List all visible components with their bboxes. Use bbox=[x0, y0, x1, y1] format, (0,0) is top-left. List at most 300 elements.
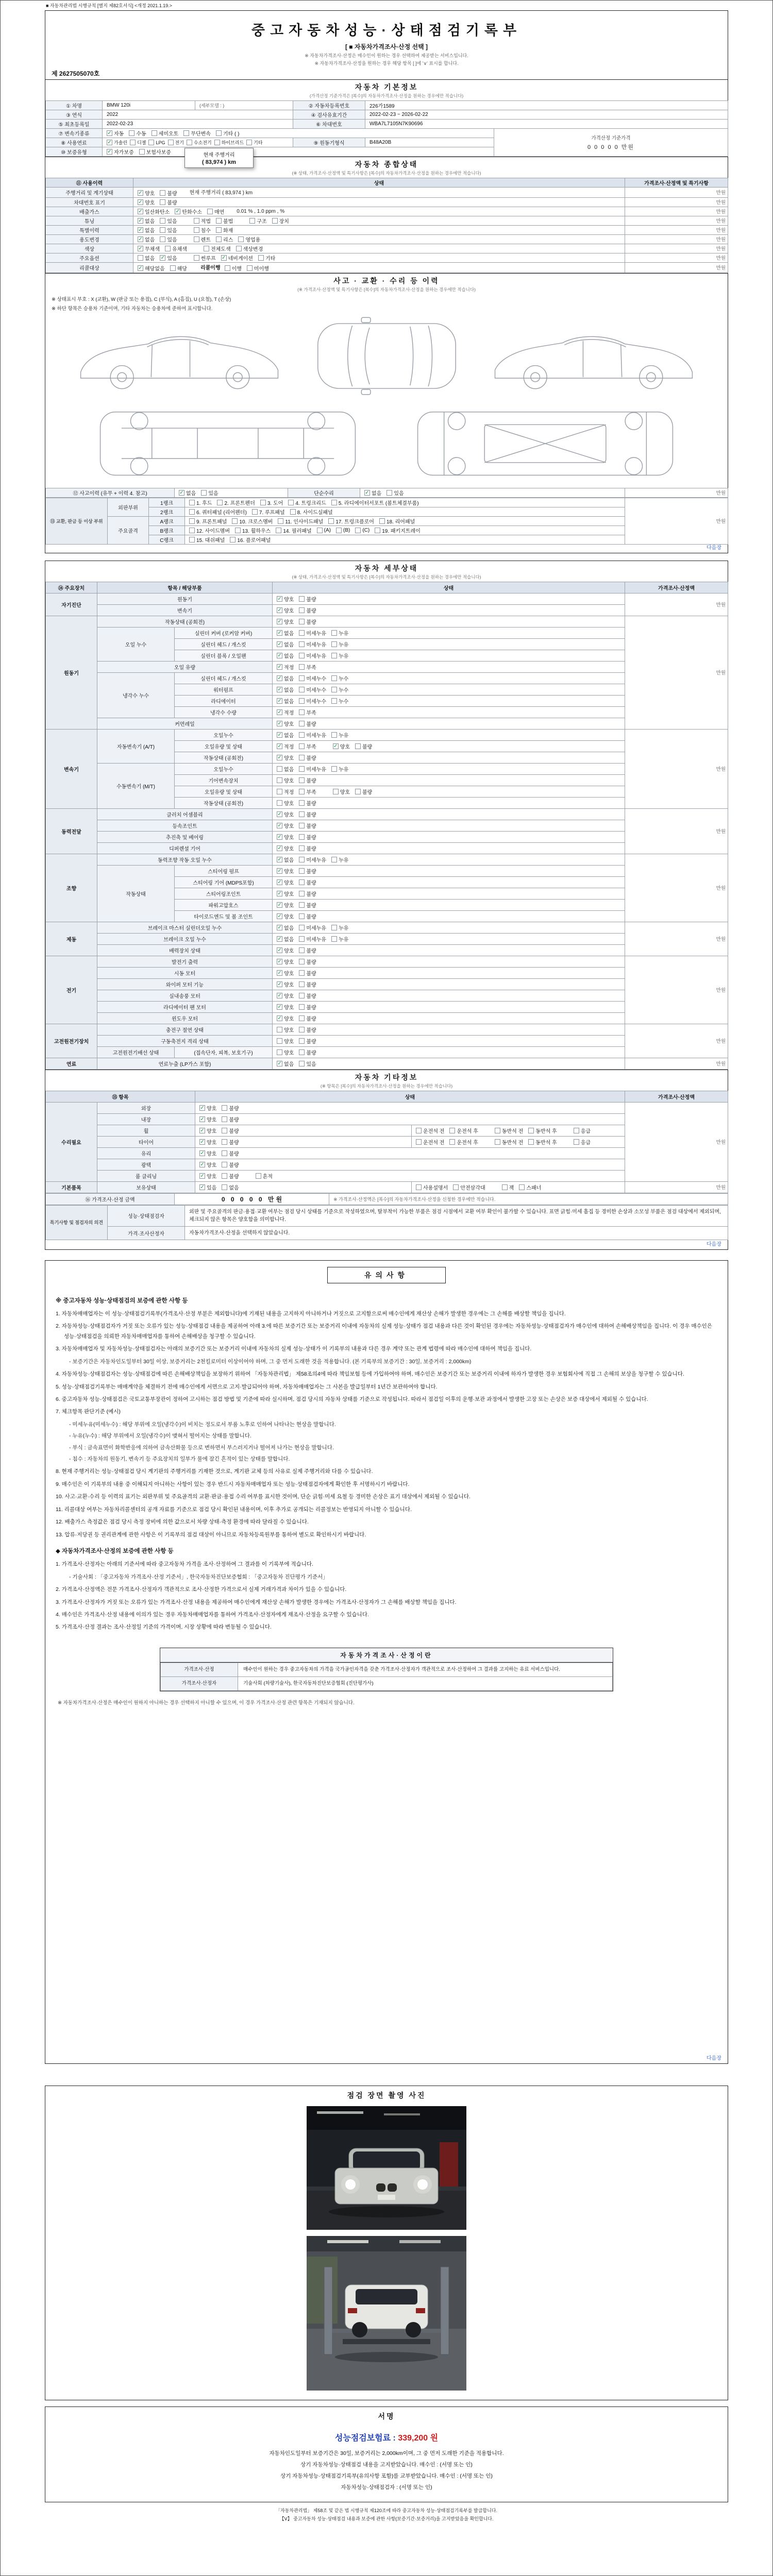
checkbox-option[interactable] bbox=[299, 1014, 316, 1022]
checkbox-option[interactable] bbox=[299, 878, 316, 886]
checkbox-option[interactable] bbox=[277, 924, 294, 931]
checkbox-option[interactable] bbox=[246, 139, 262, 146]
price-repair: 만원 bbox=[625, 1102, 728, 1181]
section-basic-title: 자동차 기본정보 bbox=[355, 83, 418, 91]
checkbox-option[interactable] bbox=[331, 731, 348, 739]
checkbox-option[interactable] bbox=[416, 1138, 444, 1146]
checkbox-label: 불량 bbox=[306, 812, 316, 818]
checkbox-option[interactable] bbox=[299, 618, 316, 625]
checkbox-option[interactable] bbox=[299, 912, 316, 920]
text-line: ※ 중고자동차 성능·상태점검의 보증에 관한 사항 등 bbox=[56, 1297, 188, 1304]
next-page-link[interactable]: 다음장 bbox=[707, 2055, 721, 2061]
empty-box-icon bbox=[299, 653, 305, 658]
checkbox-option[interactable] bbox=[355, 528, 369, 533]
checkbox-option[interactable] bbox=[299, 629, 326, 637]
checkbox-option[interactable] bbox=[160, 189, 177, 197]
checkbox-option[interactable] bbox=[299, 901, 316, 909]
checkbox-option[interactable] bbox=[199, 1127, 216, 1134]
checkbox-option[interactable] bbox=[299, 856, 326, 863]
checkbox-option[interactable] bbox=[277, 640, 294, 648]
checkbox-option[interactable] bbox=[222, 1127, 239, 1134]
checkbox-option[interactable] bbox=[277, 912, 294, 920]
checkbox-option[interactable] bbox=[277, 980, 294, 988]
checkbox-option[interactable] bbox=[299, 992, 316, 999]
empty-box-icon bbox=[299, 1038, 305, 1044]
col-detail-price: 가격조사·산정액 bbox=[625, 582, 728, 593]
checkbox-label: 미세누유 bbox=[306, 767, 326, 773]
checkbox-option[interactable] bbox=[221, 254, 253, 262]
checkbox-option[interactable] bbox=[299, 799, 316, 807]
empty-box-icon bbox=[189, 500, 195, 505]
checkbox-option[interactable] bbox=[331, 856, 348, 863]
checkbox-option[interactable] bbox=[277, 765, 294, 773]
next-page-link[interactable]: 다음장 bbox=[707, 1241, 721, 1247]
checkbox-option[interactable] bbox=[277, 663, 294, 671]
checkbox-label: 누유 bbox=[338, 925, 349, 931]
checkbox-label: 미세누유 bbox=[306, 925, 326, 931]
checkbox-option[interactable] bbox=[277, 890, 294, 897]
checkbox-option[interactable] bbox=[288, 499, 326, 506]
checkbox-option[interactable] bbox=[236, 245, 263, 252]
checkbox-option[interactable] bbox=[331, 697, 348, 705]
checkbox-option[interactable] bbox=[299, 652, 326, 659]
checkbox-option[interactable] bbox=[194, 226, 211, 234]
checkbox-option[interactable] bbox=[222, 1183, 239, 1191]
checkbox-option[interactable] bbox=[199, 1172, 216, 1180]
checkbox-option[interactable] bbox=[199, 1138, 216, 1146]
checkbox-option[interactable] bbox=[331, 924, 348, 931]
checkbox-option[interactable] bbox=[199, 1149, 216, 1157]
checkbox-option[interactable] bbox=[138, 198, 155, 206]
checkbox-label: 불량 bbox=[229, 1151, 239, 1157]
checkbox-option[interactable] bbox=[277, 652, 294, 659]
checkbox-option[interactable] bbox=[331, 765, 348, 773]
checkbox-option[interactable] bbox=[183, 129, 211, 137]
checkbox-option[interactable] bbox=[331, 640, 348, 648]
checkbox-option[interactable] bbox=[277, 1014, 294, 1022]
section-accident-note: (※ 가격조사·산정액 및 특기사항은 [복수]의 자동차가격조사·산정을 원하는 경우에만 적습니다) bbox=[297, 286, 476, 292]
checkbox-option[interactable] bbox=[299, 595, 316, 603]
checkbox-option[interactable] bbox=[138, 217, 155, 225]
checkbox-option[interactable] bbox=[277, 946, 294, 954]
checkbox-option[interactable] bbox=[232, 517, 273, 525]
checkbox-option[interactable] bbox=[574, 1138, 591, 1146]
checkbox-option[interactable] bbox=[331, 499, 419, 506]
checkbox-label: 구조 bbox=[257, 218, 267, 225]
text-line: - 미세누유(미세누수) : 해당 부위에 오일(냉각수)이 비치는 정도로서 부품 노후로 인하여 나타나는 현상을 말합니다. bbox=[69, 1421, 336, 1428]
checkbox-option[interactable] bbox=[222, 1104, 239, 1112]
checkbox-option[interactable] bbox=[138, 189, 155, 197]
checkbox-option[interactable] bbox=[277, 629, 294, 637]
checkbox-option[interactable] bbox=[238, 235, 260, 243]
checkbox-option[interactable] bbox=[235, 527, 271, 534]
checkbox-option[interactable] bbox=[179, 489, 196, 497]
checkbox-option[interactable] bbox=[160, 254, 177, 262]
checkbox-option[interactable] bbox=[277, 720, 294, 727]
checkbox-option[interactable] bbox=[277, 1003, 294, 1011]
checkbox-option[interactable] bbox=[528, 1138, 557, 1146]
status-steering-pump bbox=[273, 865, 625, 876]
checkbox-option[interactable] bbox=[277, 788, 294, 795]
checkbox-option[interactable] bbox=[277, 844, 294, 852]
checkbox-option[interactable] bbox=[189, 517, 227, 525]
empty-box-icon bbox=[375, 528, 380, 533]
checkbox-label: 양호 bbox=[207, 1174, 217, 1180]
status-ps-oil-leak bbox=[273, 854, 625, 865]
checkbox-option[interactable] bbox=[519, 1183, 541, 1191]
empty-box-icon bbox=[299, 641, 305, 647]
checkbox-option[interactable] bbox=[416, 1183, 448, 1191]
checkbox-label: 불량 bbox=[306, 801, 316, 807]
checkbox-option[interactable] bbox=[277, 958, 294, 965]
checked-box-icon: ✓ bbox=[138, 190, 143, 196]
label-appraisal-amount: ⑯ 가격조사·산정 금액 bbox=[46, 1193, 175, 1205]
checkbox-option[interactable] bbox=[129, 129, 146, 137]
status-tire bbox=[195, 1136, 412, 1147]
part-coolant-head: 실린더 헤드 / 개스킷 bbox=[175, 672, 273, 684]
checkbox-option[interactable] bbox=[495, 1127, 523, 1134]
checkbox-option[interactable] bbox=[379, 517, 415, 525]
checkbox-label: 양호 bbox=[284, 971, 294, 977]
checkbox-option[interactable] bbox=[574, 1127, 591, 1134]
checkbox-option[interactable] bbox=[277, 606, 294, 614]
checkbox-option[interactable] bbox=[207, 208, 224, 215]
empty-box-icon bbox=[194, 255, 199, 261]
checkbox-option[interactable] bbox=[138, 264, 165, 272]
checkbox-option[interactable] bbox=[199, 1115, 216, 1123]
checkbox-option[interactable] bbox=[299, 663, 316, 671]
checkbox-option[interactable] bbox=[277, 810, 294, 818]
checkbox-option[interactable] bbox=[299, 810, 316, 818]
checkbox-option[interactable] bbox=[299, 765, 326, 773]
checkbox-option[interactable] bbox=[449, 1127, 478, 1134]
checkbox-option[interactable] bbox=[260, 499, 283, 506]
checkbox-option[interactable] bbox=[299, 867, 316, 875]
checkbox-option[interactable] bbox=[170, 264, 187, 272]
checkbox-option[interactable] bbox=[214, 139, 244, 146]
checkbox-label: 수동 bbox=[136, 131, 146, 137]
checkbox-option[interactable] bbox=[277, 618, 294, 625]
checkbox-label: 없음 bbox=[284, 653, 294, 659]
checkbox-option[interactable] bbox=[277, 901, 294, 909]
checkbox-option[interactable] bbox=[222, 1115, 239, 1123]
checkbox-option[interactable] bbox=[299, 969, 316, 977]
checkbox-option[interactable] bbox=[216, 226, 233, 234]
checkbox-option[interactable] bbox=[299, 754, 316, 761]
checkbox-label: 불량 bbox=[306, 1016, 316, 1022]
checkbox-option[interactable] bbox=[165, 245, 187, 252]
checkbox-option[interactable] bbox=[299, 822, 316, 829]
checkbox-option[interactable] bbox=[276, 527, 311, 534]
checkbox-label: 있음 bbox=[167, 237, 177, 243]
checkbox-option[interactable] bbox=[249, 217, 266, 225]
checkbox-option[interactable] bbox=[277, 776, 294, 784]
checkbox-option[interactable] bbox=[277, 1026, 294, 1033]
checked-box-icon: ✓ bbox=[277, 936, 282, 942]
checkbox-option[interactable] bbox=[277, 595, 294, 603]
checkbox-option[interactable] bbox=[416, 1127, 444, 1134]
checkbox-label: 양호 bbox=[284, 993, 294, 999]
checkbox-option[interactable] bbox=[138, 208, 170, 215]
empty-box-icon bbox=[299, 970, 305, 976]
checkbox-option[interactable] bbox=[299, 946, 316, 954]
checkbox-option[interactable] bbox=[299, 640, 326, 648]
checkbox-option[interactable] bbox=[277, 856, 294, 863]
checkbox-option[interactable] bbox=[278, 517, 323, 525]
empty-box-icon bbox=[194, 218, 199, 224]
status-blower bbox=[273, 990, 625, 1001]
checkbox-option[interactable] bbox=[201, 489, 218, 497]
checkbox-option[interactable] bbox=[495, 1138, 523, 1146]
checkbox-option[interactable] bbox=[138, 254, 155, 262]
status-glass bbox=[195, 1147, 625, 1159]
checkbox-option[interactable] bbox=[299, 686, 326, 693]
checkbox-label: 4. 트렁크리드 bbox=[295, 500, 326, 506]
checkbox-option[interactable] bbox=[299, 720, 316, 727]
checkbox-option[interactable] bbox=[299, 980, 316, 988]
checkbox-option[interactable] bbox=[138, 235, 155, 243]
checkbox-option[interactable] bbox=[160, 226, 177, 234]
checkbox-option[interactable] bbox=[277, 731, 294, 739]
checkbox-option[interactable] bbox=[222, 1149, 239, 1157]
checkbox-option[interactable] bbox=[160, 198, 177, 206]
checkbox-option[interactable] bbox=[160, 217, 177, 225]
checkbox-option[interactable] bbox=[331, 686, 348, 693]
checkbox-option[interactable] bbox=[299, 788, 316, 795]
checkbox-option[interactable] bbox=[130, 139, 146, 146]
checkbox-option[interactable] bbox=[187, 139, 212, 146]
row-main-options: 주요옵션 bbox=[46, 253, 133, 262]
checkbox-option[interactable] bbox=[299, 606, 316, 614]
checkbox-option[interactable] bbox=[277, 799, 294, 807]
checkbox-option[interactable] bbox=[331, 935, 348, 943]
checkbox-option[interactable] bbox=[148, 140, 165, 145]
checkbox-option[interactable] bbox=[222, 1161, 239, 1168]
status-steering-joint bbox=[273, 888, 625, 899]
checkbox-label: 불량 bbox=[167, 191, 177, 197]
col-etc-status: 상태 bbox=[195, 1091, 625, 1102]
checkbox-option[interactable] bbox=[299, 890, 316, 897]
checkbox-label: 영업용 bbox=[245, 237, 261, 243]
checkbox-option[interactable] bbox=[204, 245, 231, 252]
checkbox-option[interactable] bbox=[152, 129, 179, 137]
checkbox-label: 양호 bbox=[284, 835, 294, 841]
checkbox-option[interactable] bbox=[336, 528, 350, 533]
checked-box-icon: ✓ bbox=[277, 902, 282, 908]
checkbox-option[interactable] bbox=[230, 536, 271, 544]
checkbox-label: 양호 bbox=[284, 778, 294, 784]
checkbox-option[interactable] bbox=[107, 129, 124, 137]
checkbox-option[interactable] bbox=[355, 788, 372, 795]
checkbox-option[interactable] bbox=[168, 139, 184, 146]
checkbox-option[interactable] bbox=[299, 708, 316, 716]
checkbox-option[interactable] bbox=[317, 528, 331, 533]
checked-box-icon: ✓ bbox=[175, 208, 180, 214]
checkbox-option[interactable] bbox=[277, 686, 294, 693]
checkbox-option[interactable] bbox=[299, 674, 326, 682]
checkbox-option[interactable] bbox=[331, 652, 348, 659]
empty-box-icon bbox=[331, 766, 337, 772]
checkbox-label: 불량 bbox=[229, 1174, 239, 1180]
checkbox-option[interactable] bbox=[189, 527, 230, 534]
checkbox-option[interactable] bbox=[247, 264, 269, 272]
inspection-photo-lift bbox=[307, 2236, 466, 2391]
checkbox-option[interactable] bbox=[328, 517, 374, 525]
checkbox-option[interactable] bbox=[222, 1172, 239, 1180]
etc-info-table bbox=[45, 1091, 728, 1193]
checkbox-option[interactable] bbox=[160, 235, 177, 243]
checkbox-option[interactable] bbox=[355, 742, 372, 750]
item-differential: 디퍼렌셜 기어 bbox=[97, 842, 273, 854]
checkbox-option[interactable] bbox=[277, 1048, 294, 1056]
checkbox-option[interactable] bbox=[277, 708, 294, 716]
checkbox-label: 적정 bbox=[284, 665, 294, 671]
section-overall-condition bbox=[45, 157, 728, 273]
group-brake: 제동 bbox=[46, 922, 97, 956]
status-mt-oil-level bbox=[273, 786, 625, 797]
checkbox-option[interactable] bbox=[225, 264, 242, 272]
checkbox-option[interactable] bbox=[194, 235, 211, 243]
checkbox-label: 잭 bbox=[509, 1185, 514, 1191]
checkbox-option[interactable] bbox=[502, 1183, 514, 1191]
checkbox-option[interactable] bbox=[277, 1060, 294, 1067]
checkbox-option[interactable] bbox=[449, 1138, 478, 1146]
checkbox-option[interactable] bbox=[277, 992, 294, 999]
checkbox-option[interactable] bbox=[189, 508, 247, 516]
checkbox-option[interactable] bbox=[386, 489, 404, 497]
price-base-box: 가격산정 기준가격 0 0 0 0 0 만원 bbox=[494, 129, 728, 157]
checkbox-label: 적정 bbox=[284, 710, 294, 716]
checkbox-option[interactable] bbox=[331, 674, 348, 682]
group-fuel: 연료 bbox=[46, 1058, 97, 1069]
checkbox-option[interactable] bbox=[222, 1138, 239, 1146]
checkbox-option[interactable] bbox=[299, 1037, 316, 1045]
checkbox-option[interactable] bbox=[375, 527, 421, 534]
checkbox-option[interactable] bbox=[138, 245, 160, 252]
checkbox-option[interactable] bbox=[199, 1183, 216, 1191]
item-room-cleaning: 룸 클리닝 bbox=[97, 1170, 195, 1181]
empty-box-icon bbox=[207, 209, 213, 214]
checkbox-option[interactable] bbox=[272, 217, 289, 225]
checkbox-option[interactable] bbox=[331, 629, 348, 637]
checkbox-label: 양호 bbox=[284, 619, 294, 625]
checkbox-option[interactable] bbox=[299, 697, 326, 705]
checkbox-label: 불량 bbox=[362, 789, 373, 795]
checkbox-option[interactable] bbox=[277, 867, 294, 875]
text-line: 5. 가격조사·산정 결과는 조사·산정일 기준의 가격이며, 시장 상황에 따라 변동될 수 있습니다. bbox=[56, 1624, 272, 1631]
checkbox-option[interactable] bbox=[175, 208, 202, 215]
checkbox-option[interactable] bbox=[299, 844, 316, 852]
checkbox-option[interactable] bbox=[299, 833, 316, 841]
checkbox-option[interactable] bbox=[189, 536, 225, 544]
checkbox-option[interactable] bbox=[277, 822, 294, 829]
checkbox-option[interactable] bbox=[299, 731, 326, 739]
document-subtitle: [ ■ 자동차가격조사·산정 선택 ] bbox=[345, 43, 428, 50]
checkbox-option[interactable] bbox=[189, 499, 212, 506]
text-line: 【Ⅴ】 중고자동차 성능·상태점검 내용과 보증에 관한 사항(보증기간·보증거리)을 고지받았음을 확인합니다. bbox=[279, 2516, 494, 2521]
checkbox-option[interactable] bbox=[216, 129, 240, 137]
value-appraisal-amount: 0 0 0 0 0 만원 bbox=[175, 1193, 329, 1205]
checkbox-label: 스패너 bbox=[526, 1185, 542, 1191]
overall-condition-table bbox=[45, 178, 728, 273]
checkbox-label: 불량 bbox=[306, 755, 316, 761]
checkbox-option[interactable] bbox=[277, 969, 294, 977]
checkbox-option[interactable] bbox=[528, 1127, 557, 1134]
checkbox-option[interactable] bbox=[290, 508, 333, 516]
checkbox-option[interactable] bbox=[277, 878, 294, 886]
checkbox-option[interactable] bbox=[107, 139, 127, 146]
status-alternator bbox=[273, 956, 625, 967]
next-page-link[interactable]: 다음장 bbox=[707, 545, 721, 551]
checkbox-label: 불량 bbox=[306, 993, 316, 999]
checkbox-option[interactable] bbox=[277, 833, 294, 841]
checkbox-option[interactable] bbox=[299, 1026, 316, 1033]
checkbox-label: 누유 bbox=[338, 767, 349, 773]
row-color: 색상 bbox=[46, 244, 133, 253]
checkbox-option[interactable] bbox=[256, 1172, 273, 1180]
checkbox-option[interactable] bbox=[277, 697, 294, 705]
item-brake-oil: 브레이크 오일 누수 bbox=[97, 933, 273, 944]
checkbox-option[interactable] bbox=[216, 235, 233, 243]
checkbox-option[interactable] bbox=[139, 148, 171, 156]
checkbox-option[interactable] bbox=[277, 1037, 294, 1045]
status-emission: ✓ 일산화탄소 ✓ 탄화수소 매연 0.01 % , 1.0 ppm , % bbox=[133, 207, 625, 216]
text-line: 상기 자동차성능·상태점검 내용을 고지받았습니다. 매수인 : (서명 또는 인) bbox=[300, 2461, 473, 2468]
checkbox-option[interactable] bbox=[277, 742, 294, 750]
checkbox-option[interactable] bbox=[107, 148, 134, 156]
checkbox-option[interactable] bbox=[333, 742, 350, 750]
empty-box-icon bbox=[168, 140, 174, 145]
checkbox-option[interactable] bbox=[299, 776, 316, 784]
checkbox-option[interactable] bbox=[299, 958, 316, 965]
checkbox-option[interactable] bbox=[299, 742, 316, 750]
empty-box-icon bbox=[189, 518, 195, 524]
checkbox-option[interactable] bbox=[194, 217, 211, 225]
checked-box-icon: ✓ bbox=[277, 924, 282, 930]
value-first-registration: 2022-02-23 bbox=[103, 120, 293, 129]
checkbox-option[interactable] bbox=[277, 674, 294, 682]
empty-box-icon bbox=[299, 868, 305, 874]
checked-box-icon: ✓ bbox=[365, 489, 369, 496]
checkbox-option[interactable] bbox=[299, 935, 326, 943]
checkbox-option[interactable] bbox=[277, 935, 294, 943]
checkbox-option[interactable] bbox=[252, 508, 285, 516]
checkbox-option[interactable] bbox=[277, 754, 294, 761]
checkbox-label: 적정 bbox=[284, 789, 294, 795]
checkbox-option[interactable] bbox=[364, 489, 381, 497]
checked-box-icon: ✓ bbox=[138, 208, 143, 214]
checkbox-option[interactable] bbox=[299, 1060, 316, 1067]
checkbox-option[interactable] bbox=[216, 217, 233, 225]
checkbox-option[interactable] bbox=[217, 499, 255, 506]
checkbox-option[interactable] bbox=[258, 254, 275, 262]
checkbox-option[interactable] bbox=[299, 924, 326, 931]
checkbox-option[interactable] bbox=[299, 1003, 316, 1011]
checkbox-option[interactable] bbox=[453, 1183, 485, 1191]
text-line: 「자동차관리법」 제58조 및 같은 법 시행규칙 제120조에 따라 중고자동차 성능·상태점검기록부를 발급합니다. bbox=[276, 2507, 497, 2513]
checkbox-option[interactable] bbox=[194, 254, 216, 262]
checkbox-label: 17. 트렁크플로어 bbox=[335, 519, 374, 525]
checkbox-option[interactable] bbox=[333, 788, 350, 795]
rankC-parts bbox=[185, 535, 625, 544]
empty-box-icon bbox=[299, 800, 305, 806]
checkbox-option[interactable] bbox=[299, 1048, 316, 1056]
checkbox-option[interactable] bbox=[199, 1104, 216, 1112]
checkbox-label: 불량 bbox=[306, 971, 316, 977]
checkbox-option[interactable] bbox=[199, 1161, 216, 1168]
checkbox-option[interactable] bbox=[138, 226, 155, 234]
item-oil-leak: 오일 누수 bbox=[97, 627, 175, 661]
